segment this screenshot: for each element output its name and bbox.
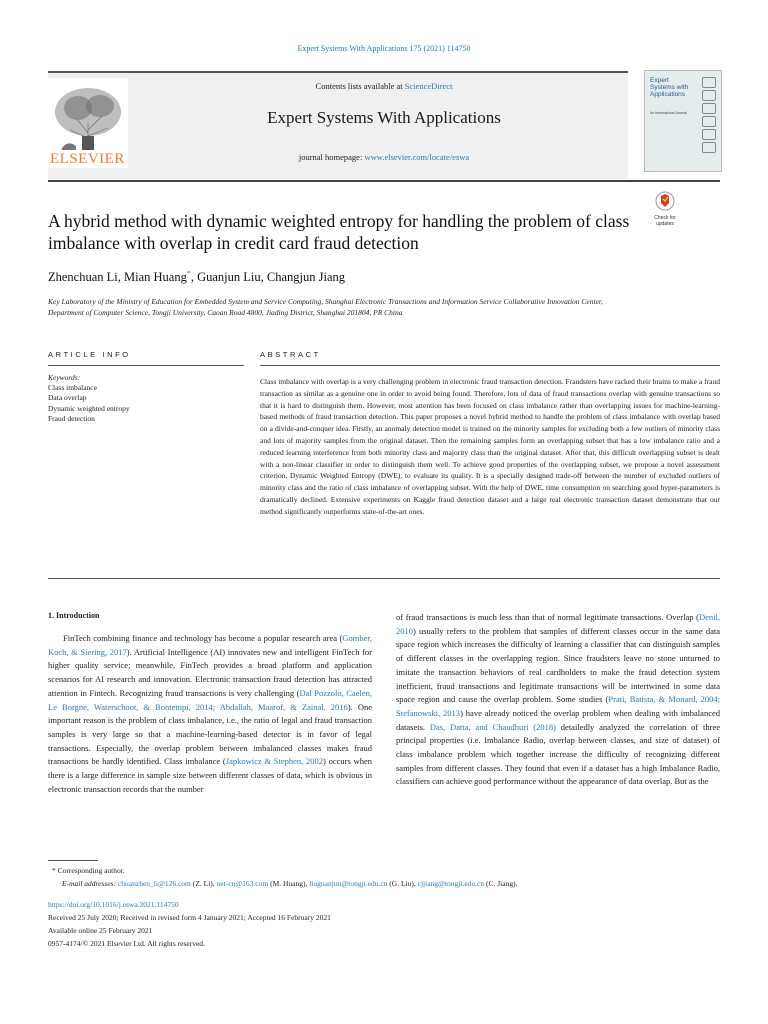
corresponding-author-star[interactable]: * bbox=[186, 269, 191, 278]
citation-link[interactable]: Denil, 2010 bbox=[396, 612, 720, 636]
email-owner: (M. Huang), bbox=[268, 879, 310, 888]
intro-text: ) occurs when there is a large difference in sample size between different classes of data, which is obvious in electronic transaction records that the number bbox=[48, 756, 372, 794]
article-info-heading: ARTICLE INFO bbox=[48, 350, 131, 359]
journal-name: Expert Systems With Applications bbox=[267, 108, 501, 127]
article-info-rule bbox=[48, 365, 244, 366]
email-owner: (C. Jiang). bbox=[484, 879, 518, 888]
citation-link[interactable]: Prati, Batista, & Monard, 2004; Stefanowski, 2013 bbox=[396, 694, 721, 718]
keyword-item: Data overlap bbox=[48, 393, 87, 403]
authors-part-1: Zhenchuan Li, Mian Huang bbox=[48, 270, 187, 285]
intro-text: ) usually refers to the problem that samples of different classes occur in the same data space region which increases the difficulty of learning a classifier that can distinguish samples of different classes in the overlapping region. Since fraudsters leave no stone unturned to imitate the transaction behaviors of real cardholders to make the fraud detection system inefficient, fraud transactions and legitimate transactions will be intertwined in some data space region and cause the overlap problem. Some studies ( bbox=[396, 625, 720, 705]
issn-copyright: 0957-4174/© 2021 Elsevier Ltd. All rights reserved. bbox=[48, 939, 205, 948]
email-link[interactable]: chuanzhen_li@126.com bbox=[117, 879, 191, 888]
keywords-block bbox=[48, 373, 130, 424]
intro-text: ) have already noticed the overlap problem when dealing with imbalanced datasets. bbox=[396, 707, 720, 732]
intro-text: ). One important reason is the problem of class imbalance, i.e., the ratio of legal and fraud transaction samples is very large so that a machine-learning-based detector is in favor of legal transactions. Especially, the overlap problem between imbalanced classes makes fraud transactions be hardly identified. Class imbalance ( bbox=[48, 701, 372, 767]
affiliation: Key Laboratory of the Ministry of Education for Embedded System and Service Computing, Shanghai Electronic Transactions and Information Service Collaborative Innovation Center, Department of Computer Science, Tongji University, Caoan Road 4800, Jiading District, Shanghai 201804, PR China bbox=[48, 297, 603, 317]
keyword-item: Fraud detection bbox=[48, 413, 95, 423]
abstract-heading: ABSTRACT bbox=[260, 350, 321, 359]
email-link[interactable]: cjjiang@tongji.edu.cn bbox=[417, 879, 485, 888]
intro-text: detailedly analyzed the correlation of three principal properties (i.e. Imbalance Radio, overlap between classes, and size of dataset) of class imbalance problem which together increase the difficulty of recognizing different samples from different classes. They found that even if a dataset has a high Imbalance Radio, classifiers can achieve good performance without the appearance of data overlap. But as the bbox=[396, 721, 720, 787]
citation-link[interactable]: Dal Pozzolo, Caelen, Le Borgne, Waterschoot, & Bontempi, 2014; Abdallah, Maarof, & Zainal, 2016 bbox=[48, 687, 372, 712]
doi-link[interactable]: https://doi.org/10.1016/j.eswa.2021.114750 bbox=[48, 900, 179, 909]
sciencedirect-link[interactable]: ScienceDirect bbox=[404, 81, 453, 91]
footnote-rule bbox=[48, 860, 98, 861]
check-for-updates-button[interactable] bbox=[648, 191, 682, 227]
contents-prefix: Contents lists available at bbox=[315, 81, 405, 91]
article-title: A hybrid method with dynamic weighted entropy for handling the problem of class imbalance with overlap in credit card fraud detection bbox=[48, 211, 630, 253]
journal-homepage-link[interactable]: www.elsevier.com/locate/eswa bbox=[364, 152, 470, 162]
available-online: Available online 25 February 2021 bbox=[48, 926, 153, 935]
publisher-wordmark: ELSEVIER bbox=[50, 151, 125, 167]
abstract-rule bbox=[260, 365, 720, 366]
email-link[interactable]: net-cn@163.com bbox=[216, 879, 269, 888]
cover-subtitle: An International Journal bbox=[650, 111, 687, 115]
keyword-item: Dynamic weighted entropy bbox=[48, 403, 130, 413]
check-updates-icon bbox=[652, 191, 678, 211]
author-list bbox=[48, 269, 345, 285]
email-label: E-mail addresses: bbox=[62, 879, 117, 888]
intro-text: FinTech combining finance and technology has become a popular research area ( bbox=[63, 633, 343, 643]
check-updates-label: Check for updates bbox=[654, 215, 676, 227]
citation-link[interactable]: Gomber, Koch, & Siering, 2017 bbox=[48, 633, 372, 657]
authors-part-2: , Guanjun Liu, Changjun Jiang bbox=[190, 270, 346, 285]
abstract-text: Class imbalance with overlap is a very challenging problem in electronic fraud transaction detection. Fraudsters have racked their brains to make a fraud transaction as similar as a genuine one in order to avoid being found. Therefore, lots of data of fraud transactions overlap with genuine transactions so that it is hard to distinguish them. However, most attention has been focused on class imbalance rather than overlapping issues for machine-learning-based methods of fraud transaction detection. This paper proposes a novel hybrid method to handle the problem of class imbalance with overlap based on a divide-and-conquer idea. Firstly, an anomaly detection model is trained on the minority samples for excluding both a few outliers of minority class and lots of majority samples from the original dataset. Then the remaining samples form an overlapping subset that has a low imbalance ratio and a reduced learning interference from both minority class and majority class than the original dataset. After that, this difficult overlapping subset is dealt with a non-linear classifier in order to distinguish them well. To achieve good properties of the overlapping subset, we propose a novel assessment criterion, Dynamic Weighted Entropy (DWE), to evaluate its quality. It is a specially designed trade-off between the number of excluded outliers of minority class and the ratio of class imbalance of overlapping subset. With the help of DWE, time consumption on searching good hyper-parameters is dramatically declined. Extensive experiments on Kaggle fraud detection dataset and a large real electronic transaction dataset demonstrate that our method significantly outperforms state-of-the-art ones. bbox=[260, 377, 720, 516]
doi-line[interactable] bbox=[48, 900, 179, 909]
citation-link[interactable]: Expert Systems With Applications 175 (2021) 114750 bbox=[297, 44, 471, 53]
email-link[interactable]: liuguanjun@tongji.edu.cn bbox=[309, 879, 388, 888]
abstract-bottom-rule bbox=[48, 578, 720, 579]
journal-citation[interactable] bbox=[0, 44, 768, 53]
intro-text: of fraud transactions is much less than that of normal legitimate transactions. Overlap ( bbox=[396, 612, 699, 622]
cover-tiles bbox=[698, 75, 718, 153]
received-dates: Received 25 July 2020; Received in revised form 4 January 2021; Accepted 16 February 2021 bbox=[48, 913, 331, 922]
citation-link[interactable]: Das, Datta, and Chaudhuri (2018) bbox=[429, 721, 556, 732]
corresponding-author-note: * Corresponding author. bbox=[52, 866, 125, 875]
email-owner: (Z. Li), bbox=[190, 879, 217, 888]
keyword-item: Class imbalance bbox=[48, 383, 97, 393]
cover-title: Expert Systems with Applications bbox=[650, 77, 689, 98]
header-divider bbox=[48, 180, 720, 182]
journal-cover-image[interactable] bbox=[644, 70, 722, 172]
intro-column-left bbox=[48, 632, 372, 796]
section-heading-introduction: 1. Introduction bbox=[48, 611, 100, 620]
intro-text: ). Artificial Intelligence (AI) innovates new and intelligent FinTech for higher quality service; meanwhile, FinTech provides a broad platform and application scenarios for AI research and innovation. Electronic transaction fraud detection has attracted attention in Fintech. Recognizing fraud transactions is very challenging ( bbox=[48, 646, 372, 698]
homepage-prefix: journal homepage: bbox=[298, 152, 365, 162]
keywords-label: Keywords: bbox=[48, 373, 81, 382]
email-owner: (G. Liu), bbox=[387, 879, 418, 888]
citation-link[interactable]: Japkowicz & Stephen, 2002 bbox=[225, 756, 324, 767]
intro-column-right bbox=[396, 611, 720, 789]
email-addresses bbox=[62, 879, 517, 888]
